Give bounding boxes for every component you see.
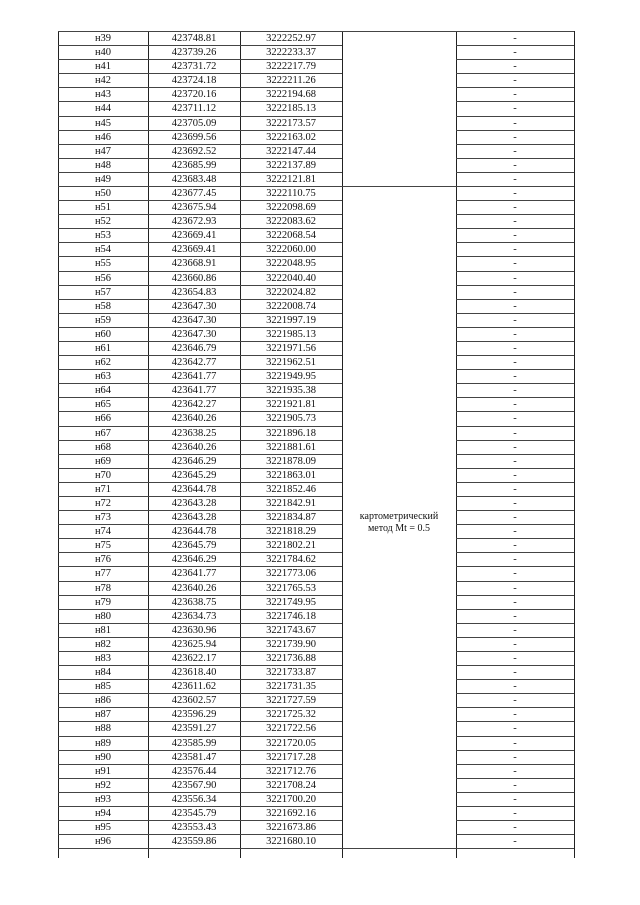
y-coordinate-cell: 3221765.53 [266, 583, 316, 594]
y-coordinate-cell: 3221852.46 [266, 484, 316, 495]
y-coordinate-cell: 3222060.00 [266, 244, 316, 255]
point-id-cell: н55 [94, 258, 112, 269]
point-id-cell: н79 [94, 597, 112, 608]
x-coordinate-cell: 423622.17 [171, 653, 217, 664]
y-coordinate-cell: 3221971.56 [266, 343, 316, 354]
accuracy-cell: - [513, 780, 517, 791]
accuracy-cell: - [513, 75, 517, 86]
x-coordinate-cell: 423611.62 [171, 681, 217, 692]
accuracy-cell: - [513, 413, 517, 424]
y-coordinate-cell: 3222211.26 [266, 75, 316, 86]
y-coordinate-cell: 3222194.68 [266, 89, 316, 100]
x-coordinate-cell: 423585.99 [171, 738, 217, 749]
point-id-cell: н94 [94, 808, 112, 819]
accuracy-cell: - [513, 822, 517, 833]
x-coordinate-cell: 423646.29 [171, 456, 217, 467]
y-coordinate-cell: 3221896.18 [266, 428, 316, 439]
x-coordinate-cell: 423683.48 [171, 174, 217, 185]
y-coordinate-cell: 3221834.87 [266, 512, 316, 523]
point-id-cell: н83 [94, 653, 112, 664]
point-id-cell: н86 [94, 695, 112, 706]
point-id-cell: н57 [94, 287, 112, 298]
y-coordinate-cell: 3221773.06 [266, 568, 316, 579]
point-id-cell: н59 [94, 315, 112, 326]
point-id-cell: н70 [94, 470, 112, 481]
point-id-cell: н51 [94, 202, 112, 213]
accuracy-cell: - [513, 681, 517, 692]
accuracy-cell: - [513, 597, 517, 608]
y-coordinate-cell: 3221881.61 [266, 442, 316, 453]
y-coordinate-cell: 3221736.88 [266, 653, 316, 664]
accuracy-cell: - [513, 639, 517, 650]
point-id-cell: н61 [94, 343, 112, 354]
y-coordinate-cell: 3221784.62 [266, 554, 316, 565]
x-coordinate-cell: 423685.99 [171, 160, 217, 171]
y-coordinate-cell: 3222068.54 [266, 230, 316, 241]
point-id-cell: н80 [94, 611, 112, 622]
accuracy-cell: - [513, 89, 517, 100]
x-coordinate-cell: 423645.29 [171, 470, 217, 481]
accuracy-cell: - [513, 667, 517, 678]
accuracy-cell: - [513, 794, 517, 805]
y-coordinate-cell: 3221722.56 [266, 723, 316, 734]
point-id-cell: н75 [94, 540, 112, 551]
point-id-cell: н72 [94, 498, 112, 509]
accuracy-cell: - [513, 554, 517, 565]
point-id-cell: н48 [94, 160, 112, 171]
y-coordinate-cell: 3221700.20 [266, 794, 316, 805]
point-id-cell: н85 [94, 681, 112, 692]
accuracy-cell: - [513, 540, 517, 551]
accuracy-cell: - [513, 301, 517, 312]
point-id-cell: н53 [94, 230, 112, 241]
x-coordinate-cell: 423556.34 [171, 794, 217, 805]
y-coordinate-cell: 3221720.05 [266, 738, 316, 749]
y-coordinate-cell: 3221733.87 [266, 667, 316, 678]
y-coordinate-cell: 3221692.16 [266, 808, 316, 819]
accuracy-cell: - [513, 568, 517, 579]
accuracy-cell: - [513, 625, 517, 636]
y-coordinate-cell: 3221743.67 [266, 625, 316, 636]
accuracy-cell: - [513, 484, 517, 495]
accuracy-cell: - [513, 287, 517, 298]
accuracy-cell: - [513, 526, 517, 537]
accuracy-cell: - [513, 808, 517, 819]
y-coordinate-cell: 3222185.13 [266, 103, 316, 114]
point-id-cell: н45 [94, 118, 112, 129]
method-note [342, 511, 456, 535]
x-coordinate-cell: 423644.78 [171, 526, 217, 537]
y-coordinate-cell: 3222083.62 [266, 216, 316, 227]
y-coordinate-cell: 3222173.57 [266, 118, 316, 129]
point-id-cell: н68 [94, 442, 112, 453]
point-id-cell: н65 [94, 399, 112, 410]
x-coordinate-cell: 423641.77 [171, 568, 217, 579]
point-id-cell: н41 [94, 61, 112, 72]
x-coordinate-cell: 423630.96 [171, 625, 217, 636]
y-coordinate-cell: 3222233.37 [266, 47, 316, 58]
x-coordinate-cell: 423634.73 [171, 611, 217, 622]
y-coordinate-cell: 3221842.91 [266, 498, 316, 509]
point-id-cell: н78 [94, 583, 112, 594]
y-coordinate-cell: 3221802.21 [266, 540, 316, 551]
y-coordinate-cell: 3221863.01 [266, 470, 316, 481]
y-coordinate-cell: 3221739.90 [266, 639, 316, 650]
point-id-cell: н93 [94, 794, 112, 805]
point-id-cell: н89 [94, 738, 112, 749]
x-coordinate-cell: 423647.30 [171, 315, 217, 326]
accuracy-cell: - [513, 371, 517, 382]
point-id-cell: н50 [94, 188, 112, 199]
point-id-cell: н49 [94, 174, 112, 185]
coordinates-table [58, 31, 578, 858]
accuracy-cell: - [513, 357, 517, 368]
accuracy-cell: - [513, 258, 517, 269]
point-id-cell: н62 [94, 357, 112, 368]
point-id-cell: н58 [94, 301, 112, 312]
point-id-cell: н67 [94, 428, 112, 439]
accuracy-cell: - [513, 33, 517, 44]
accuracy-cell: - [513, 329, 517, 340]
point-id-cell: н60 [94, 329, 112, 340]
y-coordinate-cell: 3222048.95 [266, 258, 316, 269]
accuracy-cell: - [513, 132, 517, 143]
accuracy-cell: - [513, 512, 517, 523]
accuracy-cell: - [513, 653, 517, 664]
y-coordinate-cell: 3221997.19 [266, 315, 316, 326]
x-coordinate-cell: 423646.29 [171, 554, 217, 565]
point-id-cell: н64 [94, 385, 112, 396]
y-coordinate-cell: 3221935.38 [266, 385, 316, 396]
y-coordinate-cell: 3221921.81 [266, 399, 316, 410]
x-coordinate-cell: 423692.52 [171, 146, 217, 157]
x-coordinate-cell: 423672.93 [171, 216, 217, 227]
point-id-cell: н42 [94, 75, 112, 86]
accuracy-cell: - [513, 103, 517, 114]
point-id-cell: н56 [94, 273, 112, 284]
y-coordinate-cell: 3222098.69 [266, 202, 316, 213]
y-coordinate-cell: 3221725.32 [266, 709, 316, 720]
point-id-cell: н52 [94, 216, 112, 227]
x-coordinate-cell: 423724.18 [171, 75, 217, 86]
x-coordinate-cell: 423644.78 [171, 484, 217, 495]
x-coordinate-cell: 423705.09 [171, 118, 217, 129]
accuracy-cell: - [513, 752, 517, 763]
accuracy-cell: - [513, 146, 517, 157]
accuracy-cell: - [513, 470, 517, 481]
y-coordinate-cell: 3221727.59 [266, 695, 316, 706]
point-id-cell: н74 [94, 526, 112, 537]
y-coordinate-cell: 3221749.95 [266, 597, 316, 608]
point-id-cell: н71 [94, 484, 112, 495]
x-coordinate-cell: 423581.47 [171, 752, 217, 763]
x-coordinate-cell: 423602.57 [171, 695, 217, 706]
accuracy-cell: - [513, 385, 517, 396]
accuracy-cell: - [513, 61, 517, 72]
point-id-cell: н76 [94, 554, 112, 565]
accuracy-cell: - [513, 723, 517, 734]
point-id-cell: н43 [94, 89, 112, 100]
y-coordinate-cell: 3222163.02 [266, 132, 316, 143]
point-id-cell: н77 [94, 568, 112, 579]
point-id-cell: н66 [94, 413, 112, 424]
x-coordinate-cell: 423638.75 [171, 597, 217, 608]
x-coordinate-cell: 423643.28 [171, 512, 217, 523]
point-id-cell: н73 [94, 512, 112, 523]
x-coordinate-cell: 423669.41 [171, 230, 217, 241]
accuracy-cell: - [513, 273, 517, 284]
x-coordinate-cell: 423669.41 [171, 244, 217, 255]
x-coordinate-cell: 423731.72 [171, 61, 217, 72]
x-coordinate-cell: 423640.26 [171, 583, 217, 594]
point-id-cell: н95 [94, 822, 112, 833]
x-coordinate-cell: 423640.26 [171, 442, 217, 453]
x-coordinate-cell: 423675.94 [171, 202, 217, 213]
accuracy-cell: - [513, 230, 517, 241]
accuracy-cell: - [513, 695, 517, 706]
x-coordinate-cell: 423646.79 [171, 343, 217, 354]
x-coordinate-cell: 423645.79 [171, 540, 217, 551]
y-coordinate-cell: 3221962.51 [266, 357, 316, 368]
point-id-cell: н63 [94, 371, 112, 382]
x-coordinate-cell: 423638.25 [171, 428, 217, 439]
y-coordinate-cell: 3221905.73 [266, 413, 316, 424]
y-coordinate-cell: 3221673.86 [266, 822, 316, 833]
y-coordinate-cell: 3222252.97 [266, 33, 316, 44]
x-coordinate-cell: 423748.81 [171, 33, 217, 44]
y-coordinate-cell: 3221680.10 [266, 836, 316, 847]
point-id-cell: н96 [94, 836, 112, 847]
y-coordinate-cell: 3222217.79 [266, 61, 316, 72]
y-coordinate-cell: 3221949.95 [266, 371, 316, 382]
x-coordinate-cell: 423618.40 [171, 667, 217, 678]
y-coordinate-cell: 3222121.81 [266, 174, 316, 185]
accuracy-cell: - [513, 442, 517, 453]
accuracy-cell: - [513, 343, 517, 354]
x-coordinate-cell: 423668.91 [171, 258, 217, 269]
accuracy-cell: - [513, 498, 517, 509]
accuracy-cell: - [513, 188, 517, 199]
x-coordinate-cell: 423625.94 [171, 639, 217, 650]
y-coordinate-cell: 3222024.82 [266, 287, 316, 298]
x-coordinate-cell: 423643.28 [171, 498, 217, 509]
x-coordinate-cell: 423559.86 [171, 836, 217, 847]
y-coordinate-cell: 3221746.18 [266, 611, 316, 622]
accuracy-cell: - [513, 611, 517, 622]
x-coordinate-cell: 423640.26 [171, 413, 217, 424]
x-coordinate-cell: 423647.30 [171, 329, 217, 340]
y-coordinate-cell: 3221818.29 [266, 526, 316, 537]
y-coordinate-cell: 3221717.28 [266, 752, 316, 763]
accuracy-cell: - [513, 428, 517, 439]
point-id-cell: н84 [94, 667, 112, 678]
x-coordinate-cell: 423660.86 [171, 273, 217, 284]
x-coordinate-cell: 423576.44 [171, 766, 217, 777]
y-coordinate-cell: 3221878.09 [266, 456, 316, 467]
x-coordinate-cell: 423596.29 [171, 709, 217, 720]
y-coordinate-cell: 3222147.44 [266, 146, 316, 157]
point-id-cell: н54 [94, 244, 112, 255]
x-coordinate-cell: 423641.77 [171, 385, 217, 396]
x-coordinate-cell: 423647.30 [171, 301, 217, 312]
column-border [574, 31, 575, 858]
x-coordinate-cell: 423553.43 [171, 822, 217, 833]
method-note-line-2: метод Mt = 0.5 [367, 523, 431, 534]
point-id-cell: н91 [94, 766, 112, 777]
x-coordinate-cell: 423641.77 [171, 371, 217, 382]
accuracy-cell: - [513, 399, 517, 410]
accuracy-cell: - [513, 202, 517, 213]
point-id-cell: н39 [94, 33, 112, 44]
y-coordinate-cell: 3221985.13 [266, 329, 316, 340]
point-id-cell: н47 [94, 146, 112, 157]
x-coordinate-cell: 423699.56 [171, 132, 217, 143]
x-coordinate-cell: 423545.79 [171, 808, 217, 819]
point-id-cell: н92 [94, 780, 112, 791]
point-id-cell: н81 [94, 625, 112, 636]
x-coordinate-cell: 423711.12 [171, 103, 217, 114]
point-id-cell: н44 [94, 103, 112, 114]
y-coordinate-cell: 3222008.74 [266, 301, 316, 312]
accuracy-cell: - [513, 836, 517, 847]
method-note-line-1: картометрический [359, 511, 439, 522]
point-id-cell: н69 [94, 456, 112, 467]
x-coordinate-cell: 423677.45 [171, 188, 217, 199]
accuracy-cell: - [513, 583, 517, 594]
point-id-cell: н46 [94, 132, 112, 143]
point-id-cell: н90 [94, 752, 112, 763]
x-coordinate-cell: 423654.83 [171, 287, 217, 298]
y-coordinate-cell: 3221731.35 [266, 681, 316, 692]
accuracy-cell: - [513, 709, 517, 720]
x-coordinate-cell: 423591.27 [171, 723, 217, 734]
point-id-cell: н87 [94, 709, 112, 720]
x-coordinate-cell: 423739.26 [171, 47, 217, 58]
accuracy-cell: - [513, 118, 517, 129]
accuracy-cell: - [513, 456, 517, 467]
y-coordinate-cell: 3221712.76 [266, 766, 316, 777]
y-coordinate-cell: 3222137.89 [266, 160, 316, 171]
accuracy-cell: - [513, 766, 517, 777]
y-coordinate-cell: 3221708.24 [266, 780, 316, 791]
y-coordinate-cell: 3222110.75 [266, 188, 316, 199]
accuracy-cell: - [513, 47, 517, 58]
accuracy-cell: - [513, 315, 517, 326]
x-coordinate-cell: 423642.27 [171, 399, 217, 410]
x-coordinate-cell: 423642.77 [171, 357, 217, 368]
accuracy-cell: - [513, 174, 517, 185]
accuracy-cell: - [513, 738, 517, 749]
accuracy-cell: - [513, 216, 517, 227]
column-border [342, 31, 343, 858]
point-id-cell: н88 [94, 723, 112, 734]
point-id-cell: н82 [94, 639, 112, 650]
y-coordinate-cell: 3222040.40 [266, 273, 316, 284]
x-coordinate-cell: 423720.16 [171, 89, 217, 100]
accuracy-cell: - [513, 160, 517, 171]
point-id-cell: н40 [94, 47, 112, 58]
accuracy-cell: - [513, 244, 517, 255]
x-coordinate-cell: 423567.90 [171, 780, 217, 791]
